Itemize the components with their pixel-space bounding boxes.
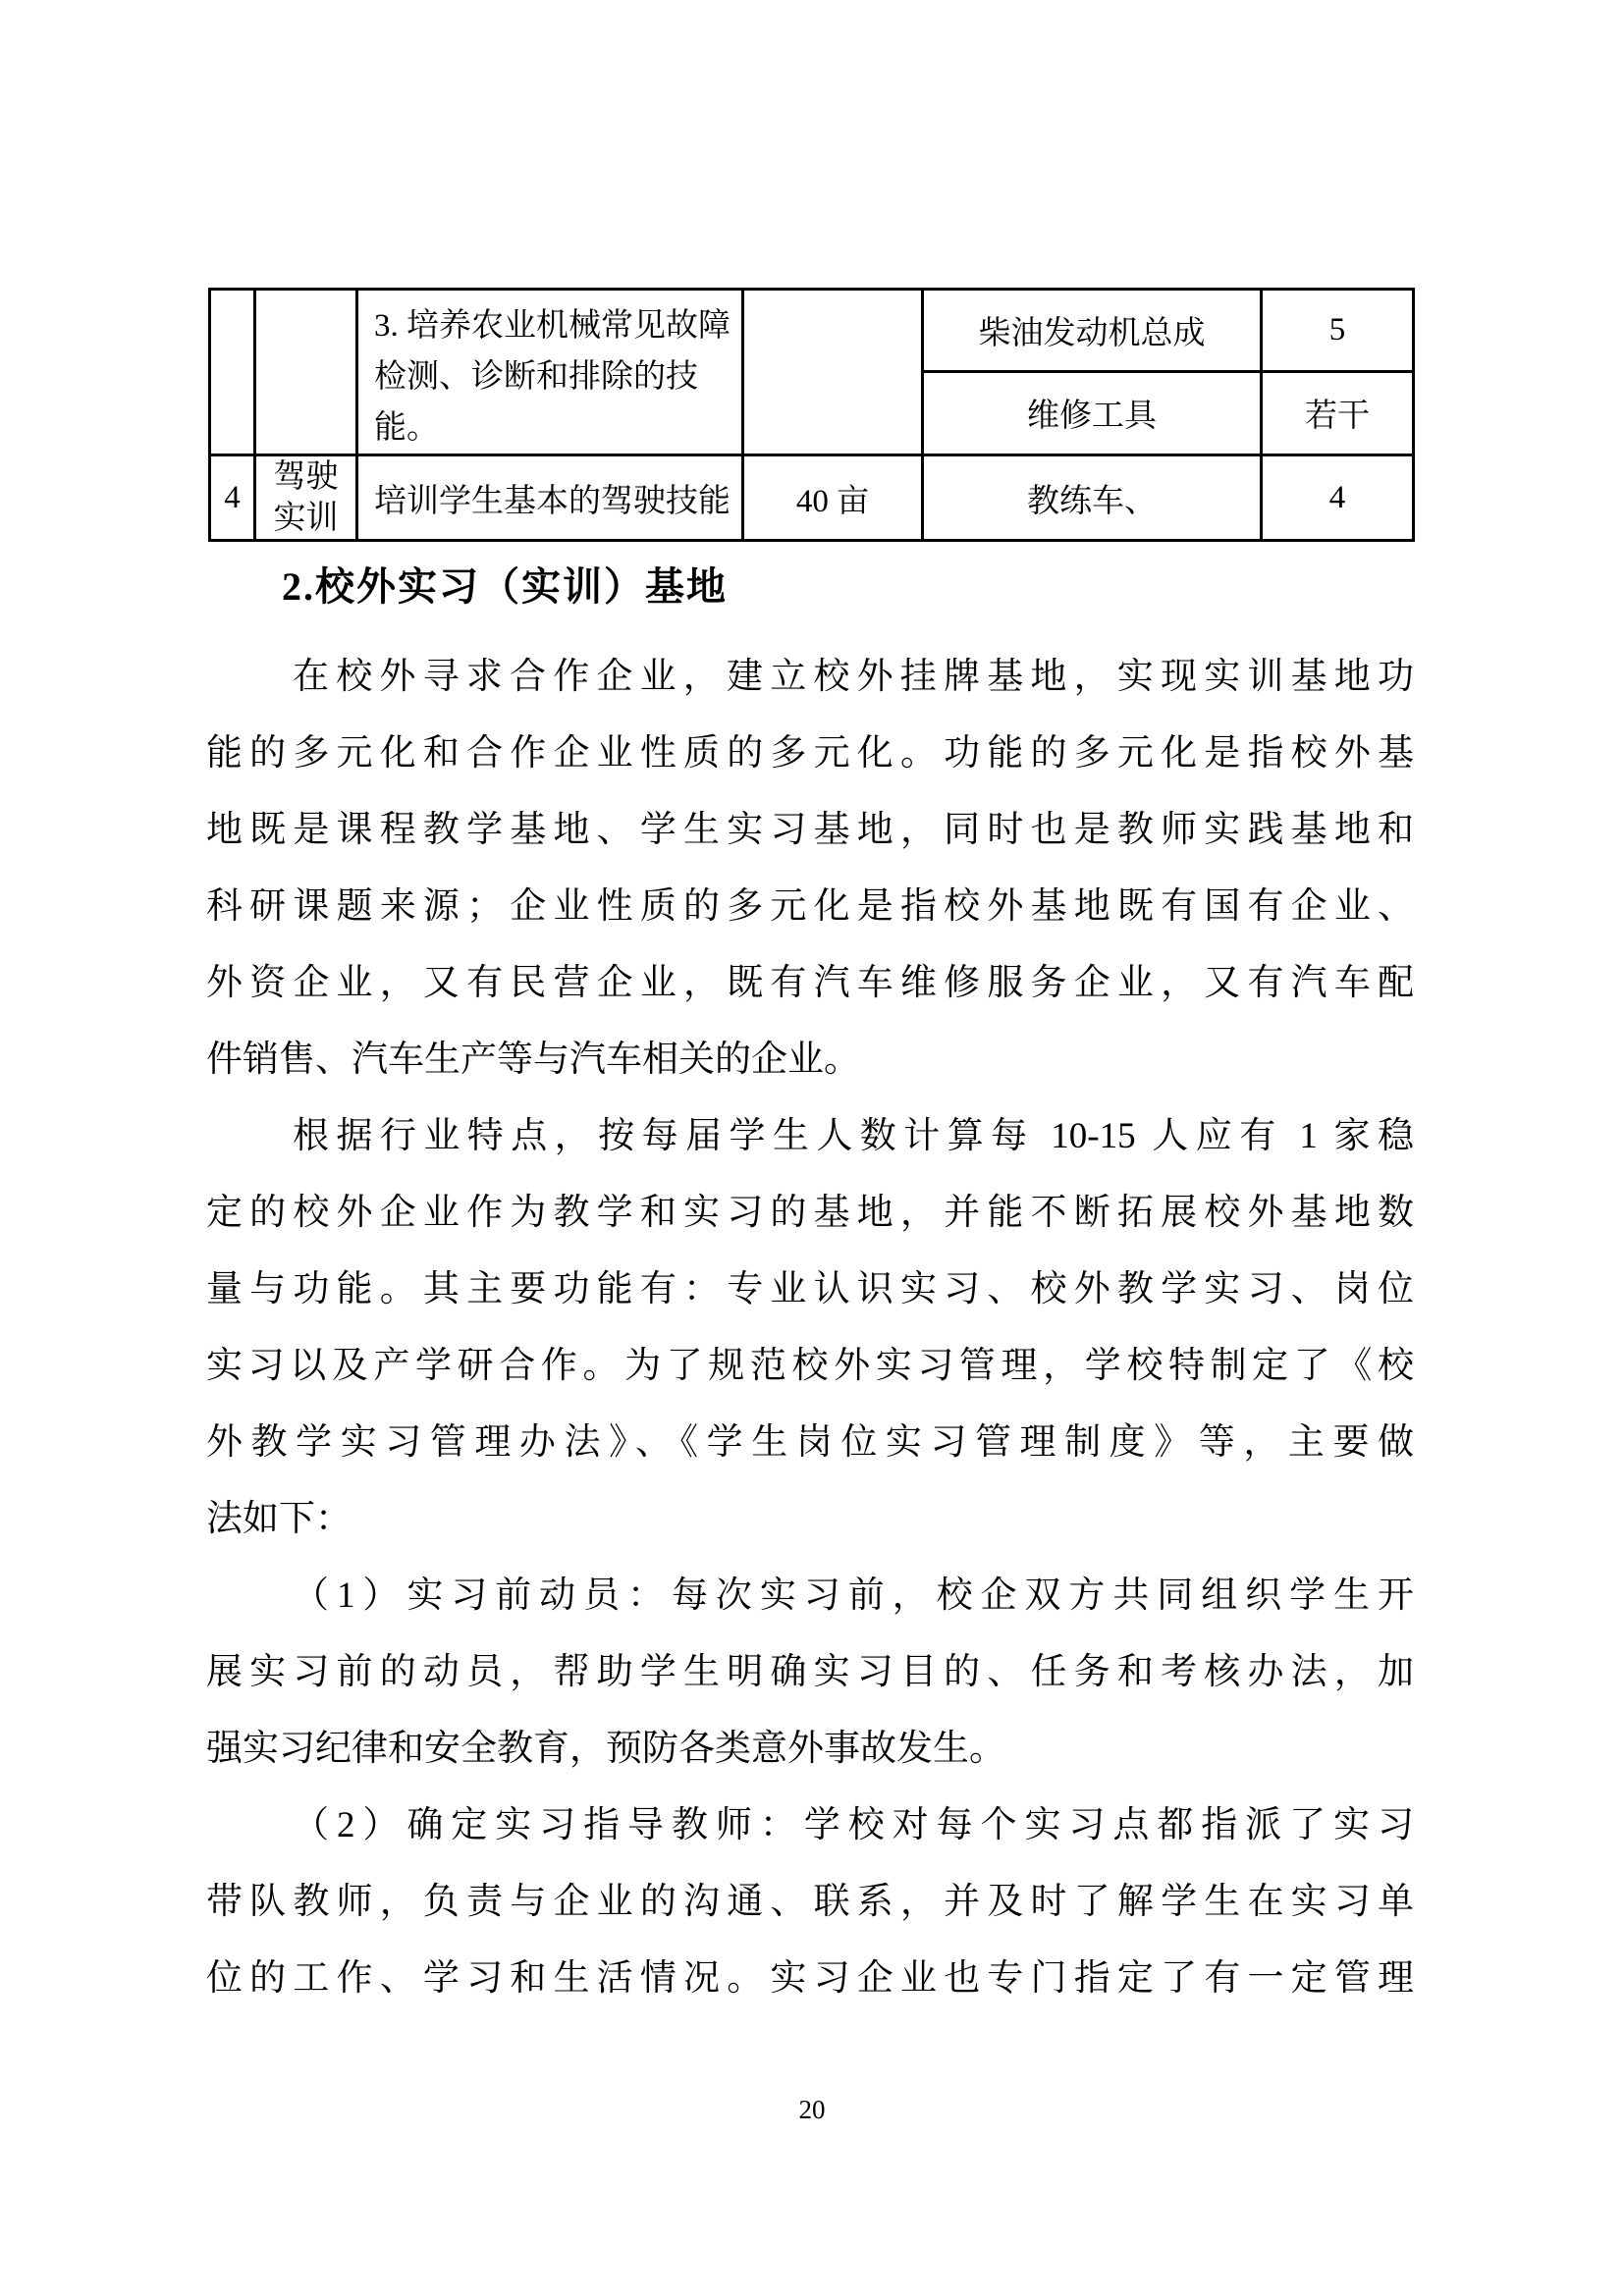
table-cell-skill: 培训学生基本的驾驶技能: [357, 455, 743, 541]
table-row: [210, 455, 1414, 541]
table-cell-count: 5: [1262, 290, 1414, 372]
page-number: 20: [798, 2095, 826, 2124]
text-line: 外教学实习管理办法》、《学生岗位实习管理制度》等，主要做: [206, 1422, 1414, 1463]
text-line: （1）实习前动员：每次实习前，校企双方共同组织学生开: [293, 1575, 1414, 1616]
table-cell-area: 40 亩: [743, 455, 923, 541]
table-row: [210, 290, 1414, 372]
training-base-table: [208, 288, 1415, 542]
table-cell-name-empty: [255, 290, 357, 455]
table-cell-area-empty: [743, 290, 923, 455]
table-cell-equipment: 维修工具: [923, 371, 1262, 454]
text-line: 带队教师，负责与企业的沟通、联系，并及时了解学生在实习单: [206, 1882, 1414, 1922]
text-line: 件销售、汽车生产等与汽车相关的企业。: [206, 1040, 860, 1080]
text-line: 科研课题来源；企业性质的多元化是指校外基地既有国有企业、: [206, 886, 1414, 927]
text-line: 能的多元化和合作企业性质的多元化。功能的多元化是指校外基: [206, 733, 1414, 774]
table-cell-equipment: 柴油发动机总成: [923, 290, 1262, 372]
text-line: 定的校外企业作为教学和实习的基地，并能不断拓展校外基地数: [206, 1193, 1414, 1233]
text-line: 在校外寻求合作企业，建立校外挂牌基地，实现实训基地功: [293, 657, 1414, 697]
table-cell-seq-empty: [210, 290, 255, 455]
text-line: 地既是课程教学基地、学生实习基地，同时也是教师实践基地和: [206, 810, 1414, 850]
table-cell-equipment: 教练车、: [923, 455, 1262, 541]
text-line: 实习以及产学研合作。为了规范校外实习管理，学校特制定了《校: [206, 1346, 1414, 1386]
text-line: 法如下：: [206, 1499, 352, 1539]
section-heading: 2.校外实习（实训）基地: [282, 564, 728, 609]
text-line: 根据行业特点，按每届学生人数计算每 10-15 人应有 1 家稳: [293, 1116, 1414, 1156]
text-line: （2）确定实习指导教师：学校对每个实习点都指派了实习: [293, 1805, 1414, 1845]
table-cell-name: 驾驶实训: [255, 455, 357, 541]
body-text: [206, 639, 1414, 2017]
text-line: 展实习前的动员，帮助学生明确实习目的、任务和考核办法，加: [206, 1652, 1414, 1692]
table-cell-count: 若干: [1262, 371, 1414, 454]
text-line: 外资企业，又有民营企业，既有汽车维修服务企业，又有汽车配: [206, 963, 1414, 1003]
table-cell-seq: 4: [210, 455, 255, 541]
text-line: 位的工作、学习和生活情况。实习企业也专门指定了有一定管理: [206, 1958, 1414, 1999]
text-line: 量与功能。其主要功能有：专业认识实习、校外教学实习、岗位: [206, 1269, 1414, 1309]
text-line: 强实习纪律和安全教育，预防各类意外事故发生。: [206, 1729, 1005, 1769]
table-cell-count: 4: [1262, 455, 1414, 541]
table-cell-skill-desc: 3. 培养农业机械常见故障检测、诊断和排除的技能。: [357, 290, 743, 455]
